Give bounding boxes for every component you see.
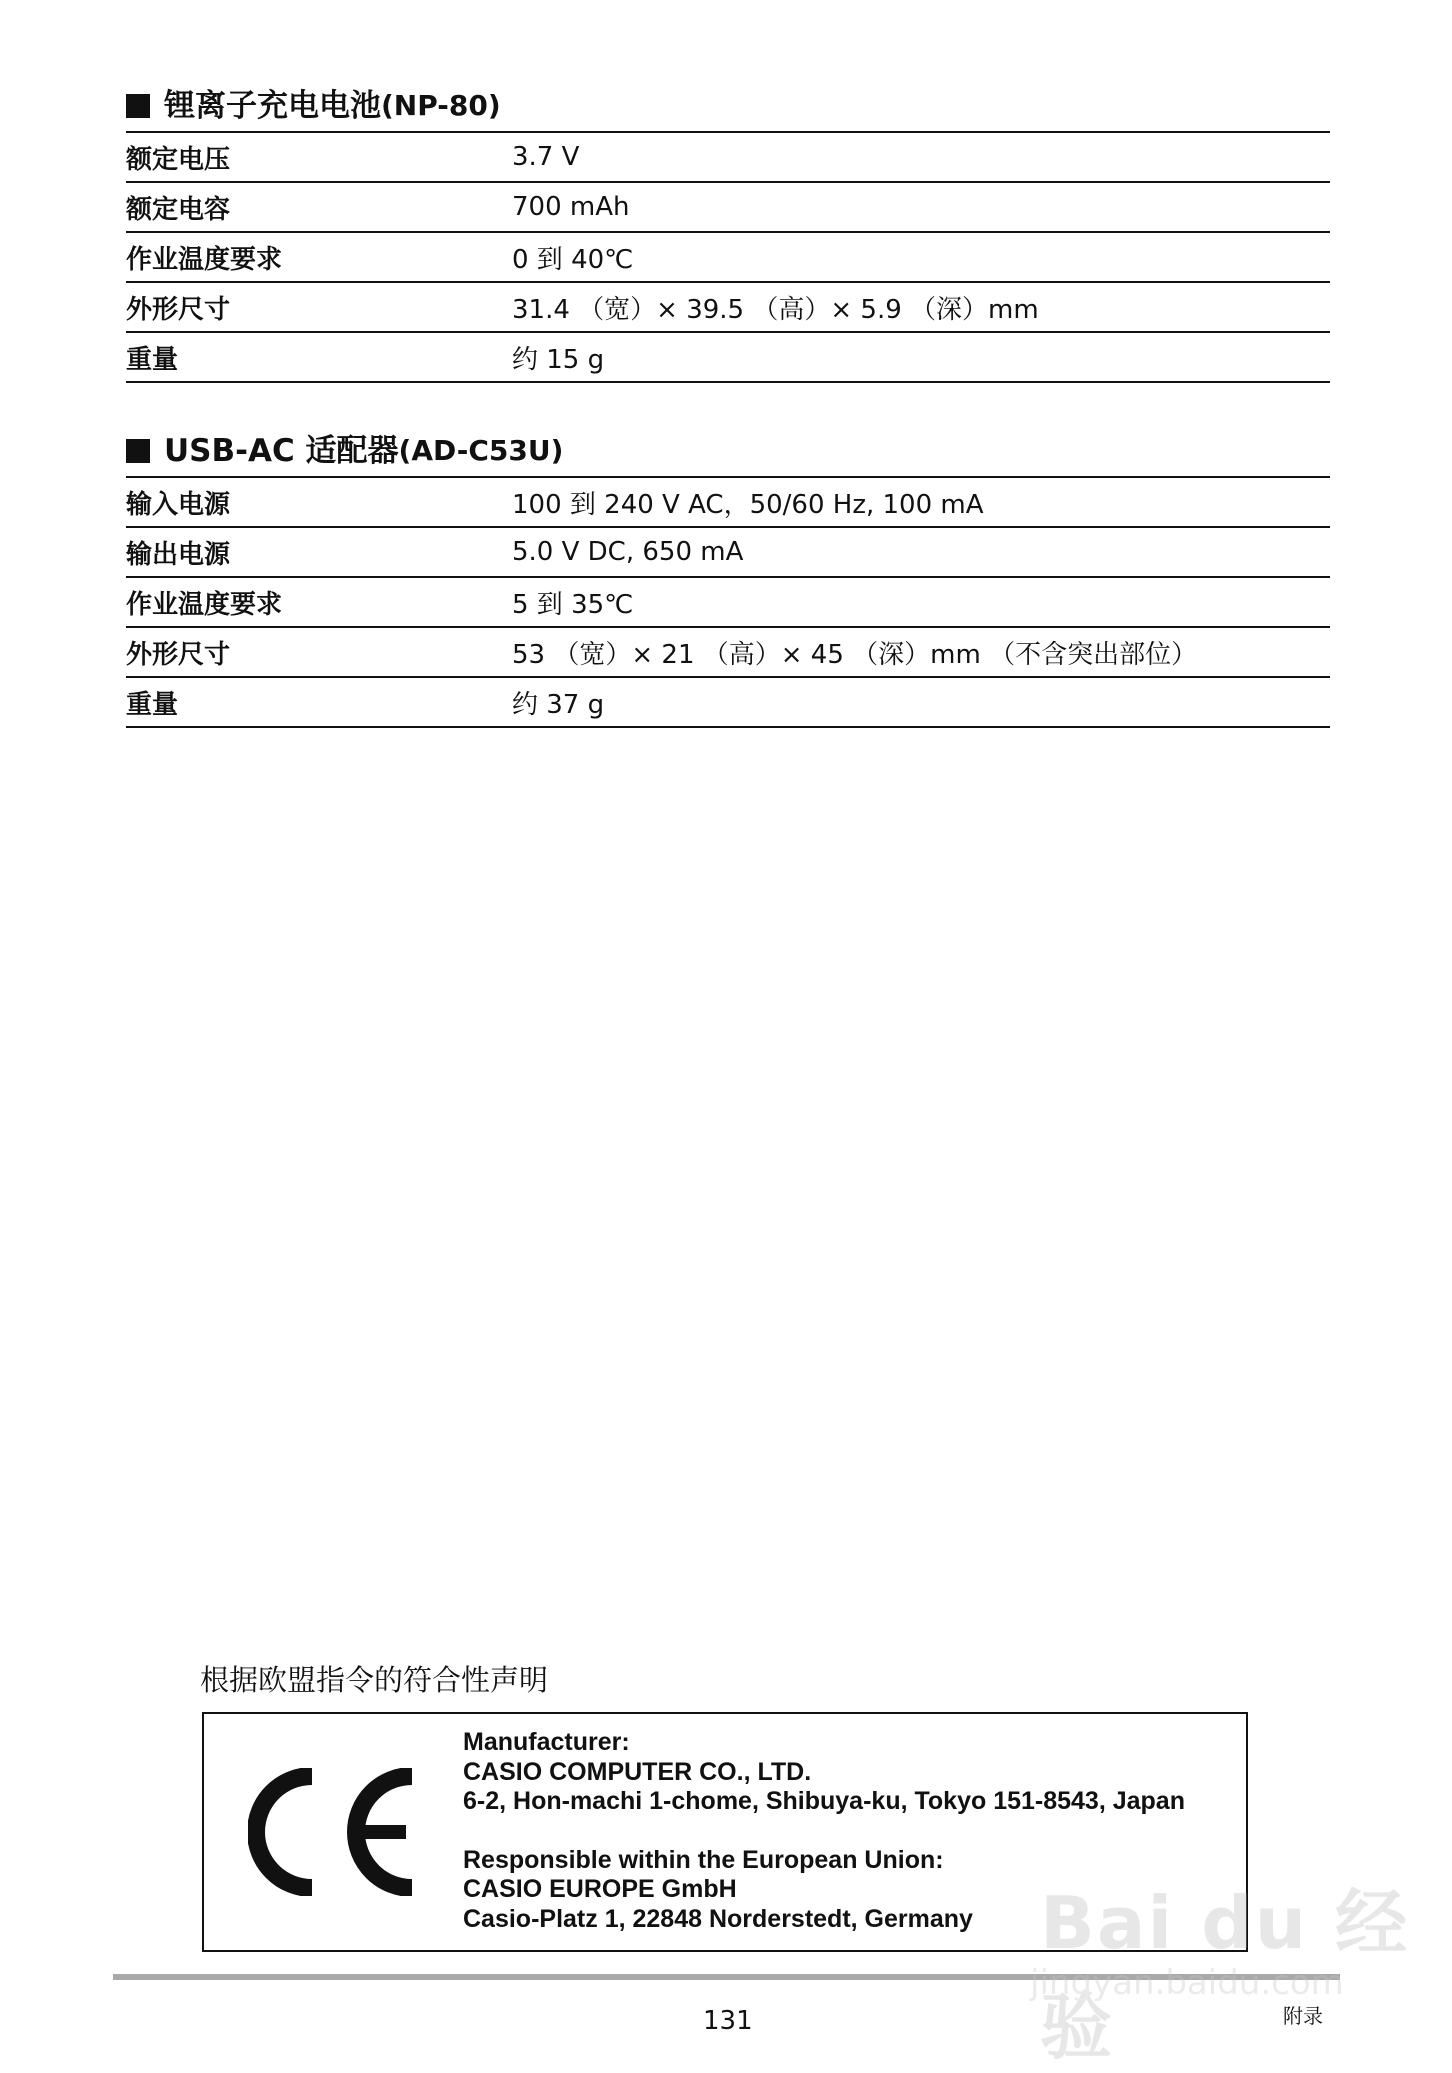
battery-title-main: 锂离子充电电池	[164, 88, 381, 124]
table-row	[126, 477, 1330, 527]
spec-value: 5 到 35℃	[512, 577, 1330, 627]
spec-value: 31.4 （宽）× 39.5 （高）× 5.9 （深）mm	[512, 282, 1330, 332]
declaration-heading: 根据欧盟指令的符合性声明	[200, 1663, 549, 1697]
square-bullet-icon	[126, 439, 150, 463]
adapter-spec-table	[126, 476, 1330, 728]
spec-label: 重量	[126, 677, 512, 727]
eu-representative-label: Responsible within the European Union:	[463, 1845, 944, 1874]
watermark-brand: Bai du 经验	[1040, 1881, 1410, 2069]
table-row	[126, 527, 1330, 577]
spec-label: 外形尺寸	[126, 627, 512, 677]
eu-representative-name: CASIO EUROPE GmbH	[463, 1875, 737, 1903]
spec-value: 5.0 V DC, 650 mA	[512, 527, 1330, 577]
spec-label: 额定电压	[126, 132, 512, 182]
table-row	[126, 232, 1330, 282]
battery-spec-table	[126, 131, 1330, 383]
spec-value: 3.7 V	[512, 132, 1330, 182]
table-row	[126, 132, 1330, 182]
spec-value: 100 到 240 V AC，50/60 Hz, 100 mA	[512, 477, 1330, 527]
spec-value: 53 （宽）× 21 （高）× 45 （深）mm （不含突出部位）	[512, 627, 1330, 677]
spec-value: 700 mAh	[512, 182, 1330, 232]
spec-value: 0 到 40℃	[512, 232, 1330, 282]
spec-label: 输入电源	[126, 477, 512, 527]
square-bullet-icon	[126, 94, 150, 118]
spec-label: 作业温度要求	[126, 232, 512, 282]
spec-label: 额定电容	[126, 182, 512, 232]
ce-mark-icon	[248, 1768, 424, 1896]
eu-representative-address: Casio-Platz 1, 22848 Norderstedt, Germany	[463, 1904, 973, 1933]
table-row	[126, 182, 1330, 232]
table-row	[126, 332, 1330, 382]
page-number: 131	[703, 2006, 753, 2036]
table-row	[126, 677, 1330, 727]
spec-value: 约 37 g	[512, 677, 1330, 727]
watermark-url: jingyan.baidu.com	[1030, 1963, 1344, 2003]
spec-value: 约 15 g	[512, 332, 1330, 382]
manufacturer-name: CASIO COMPUTER CO., LTD.	[463, 1757, 812, 1786]
manufacturer-address: 6-2, Hon-machi 1-chome, Shibuya-ku, Tokyo 151-8543, Japan	[463, 1787, 1185, 1815]
spec-label: 输出电源	[126, 527, 512, 577]
table-row	[126, 577, 1330, 627]
table-row	[126, 627, 1330, 677]
baidu-watermark	[1010, 1845, 1430, 2069]
spec-label: 作业温度要求	[126, 577, 512, 627]
adapter-title-model: (AD-C53U)	[398, 434, 564, 467]
adapter-section-title	[126, 431, 563, 471]
adapter-title-main: USB-AC 适配器	[164, 433, 399, 469]
manufacturer-label: Manufacturer:	[463, 1728, 630, 1756]
chapter-label: 附录	[1283, 2004, 1323, 2028]
table-row	[126, 282, 1330, 332]
spec-label: 外形尺寸	[126, 282, 512, 332]
battery-section-title	[126, 86, 501, 126]
battery-title-model: (NP-80)	[381, 89, 501, 122]
spec-label: 重量	[126, 332, 512, 382]
